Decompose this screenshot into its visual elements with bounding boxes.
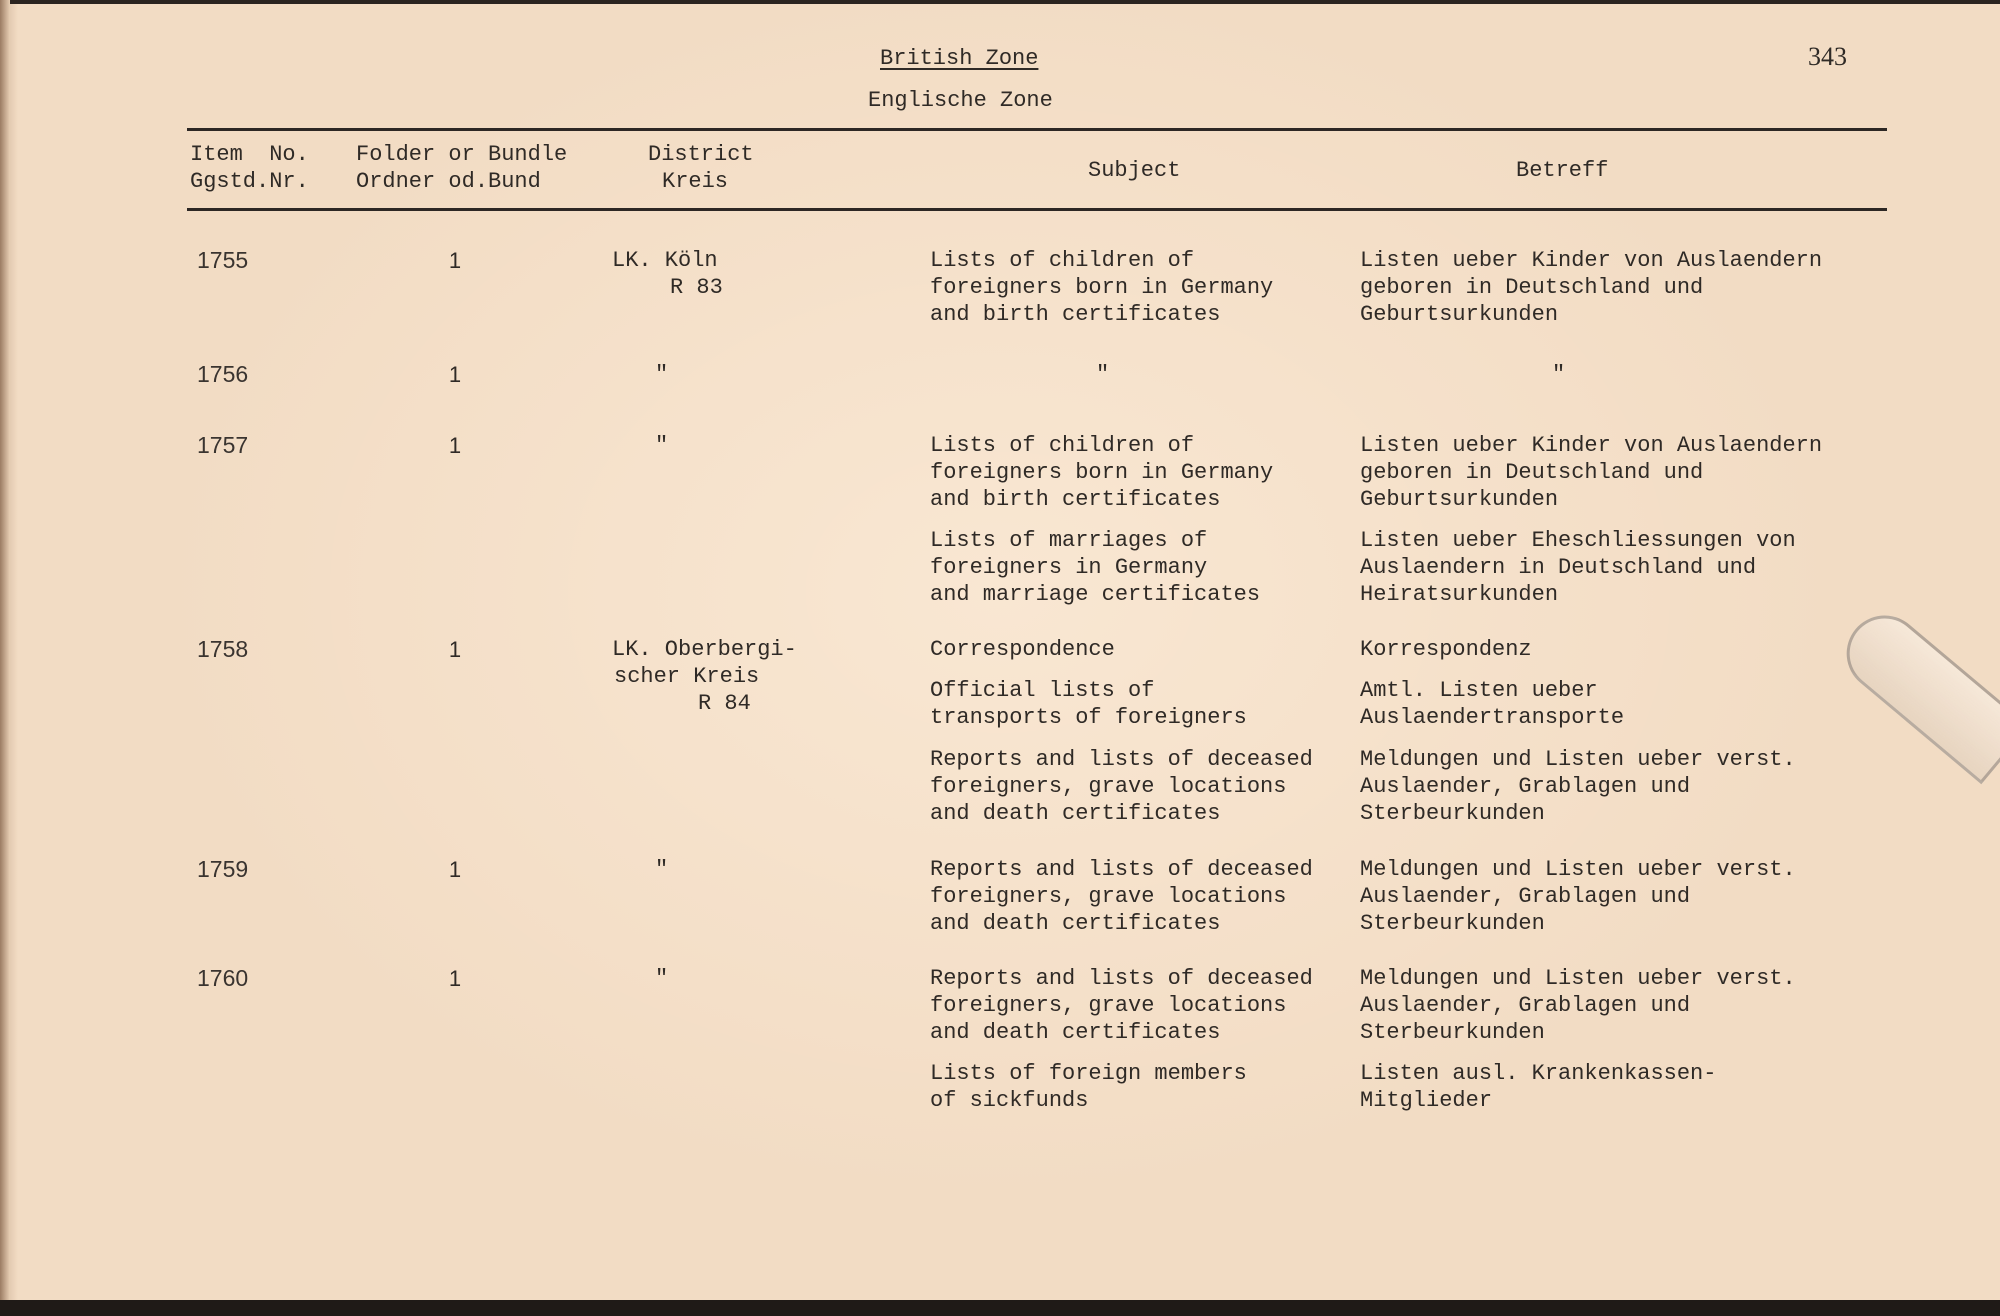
district-line: scher Kreis bbox=[614, 664, 760, 689]
subject-line: Lists of marriages of bbox=[930, 528, 1208, 553]
header-rule-top bbox=[187, 128, 1887, 131]
betreff-line: Auslaender, Grablagen und bbox=[1360, 884, 1691, 909]
subject-line: and death certificates bbox=[930, 801, 1221, 826]
subject-line: and death certificates bbox=[930, 1020, 1221, 1045]
subject-line: Official lists of bbox=[930, 678, 1155, 703]
subject-line: Reports and lists of deceased bbox=[930, 747, 1313, 772]
betreff-line: geboren in Deutschland und bbox=[1360, 275, 1704, 300]
district-ditto-mark: " bbox=[655, 966, 669, 991]
subject-line: Reports and lists of deceased bbox=[930, 966, 1313, 991]
betreff-line: Geburtsurkunden bbox=[1360, 487, 1559, 512]
folder-count: 1 bbox=[448, 248, 462, 273]
item-number: 1760 bbox=[197, 965, 249, 991]
page-binding-shadow bbox=[0, 0, 10, 1300]
district-ditto-mark: " bbox=[655, 857, 669, 882]
subject-line: and birth certificates bbox=[930, 302, 1221, 327]
betreff-line: Listen ueber Eheschliessungen von bbox=[1360, 528, 1796, 553]
zone-title-en: British Zone bbox=[880, 46, 1039, 71]
betreff-line: Geburtsurkunden bbox=[1360, 302, 1559, 327]
betreff-line: geboren in Deutschland und bbox=[1360, 460, 1704, 485]
ruler-tool bbox=[1831, 600, 2000, 784]
folder-count: 1 bbox=[448, 857, 462, 882]
subject-line: transports of foreigners bbox=[930, 705, 1247, 730]
subject-line: Lists of children of bbox=[930, 248, 1195, 273]
betreff-line: Listen ueber Kinder von Auslaendern bbox=[1360, 248, 1823, 273]
betreff-line: Auslaendern in Deutschland und bbox=[1360, 555, 1757, 580]
district-line: LK. Köln bbox=[612, 248, 718, 273]
subject-ditto-mark: " bbox=[1096, 362, 1110, 387]
betreff-line: Sterbeurkunden bbox=[1360, 1020, 1545, 1045]
subject-line: and marriage certificates bbox=[930, 582, 1261, 607]
page-number: 343 bbox=[1808, 42, 1847, 71]
betreff-line: Mitglieder bbox=[1360, 1088, 1493, 1113]
subject-line: and death certificates bbox=[930, 911, 1221, 936]
page-bottom-edge bbox=[0, 1300, 2000, 1316]
subject-line: Lists of children of bbox=[930, 433, 1195, 458]
subject-line: and birth certificates bbox=[930, 487, 1221, 512]
subject-line: Reports and lists of deceased bbox=[930, 857, 1313, 882]
betreff-line: Auslaender, Grablagen und bbox=[1360, 774, 1691, 799]
folder-count: 1 bbox=[448, 637, 462, 662]
betreff-line: Meldungen und Listen ueber verst. bbox=[1360, 857, 1796, 882]
district-line: LK. Oberbergi- bbox=[612, 637, 797, 662]
betreff-line: Auslaendertransporte bbox=[1360, 705, 1625, 730]
subject-line: Lists of foreign members bbox=[930, 1061, 1247, 1086]
district-ditto-mark: " bbox=[655, 362, 669, 387]
document-page: British Zone Englische Zone 343 Item No. Ggstd.Nr. Folder or Bundle Ordner od.Bund District Kreis Subject Betreff 1755 1 LK. Köln R 83 Lists of children of foreigners born in Germany and birth certificates Listen ueber Kinder von Auslaendern geboren in Deutschland und Geburtsurkunden 1756 1 " " " 1757 1 " Lists of children of foreigners born in Germany and birth certificates Listen ueber Kinder von Auslaendern geboren in Deutschland und Geburtsurkunden Lists of marriages of foreigners in Germany and marriage certificates Listen ueber Eheschliessungen von Auslaendern in Deutschland und Heiratsurkunden 1758 1 LK. Oberbergi- scher Kreis R 84 Correspondence Korrespondenz Official lists of transports of foreigners Amtl. Listen ueber Auslaendertransporte Reports and lists of deceased foreigners, grave locations and death certificates Meldungen und Listen ueber verst. Auslaender, Grablagen und Sterbeurkunden 1759 1 " Reports and lists of deceased foreigners, grave locations and death certificates Meldungen und Listen ueber verst. Auslaender, Grablagen und Sterbeurkunden 1760 1 " Reports and lists of deceased foreigners, grave locations and death certificates Meldungen und Listen ueber verst. Auslaender, Grablagen und Sterbeurkunden Lists of foreign members of sickfunds Listen ausl. Krankenkassen- Mitglieder bbox=[0, 0, 2000, 1316]
betreff-line: Auslaender, Grablagen und bbox=[1360, 993, 1691, 1018]
subject-line: Correspondence bbox=[930, 637, 1115, 662]
zone-title-de: Englische Zone bbox=[868, 88, 1053, 113]
folder-count: 1 bbox=[448, 362, 462, 387]
item-number: 1758 bbox=[197, 636, 249, 662]
subject-line: foreigners born in Germany bbox=[930, 460, 1274, 485]
subject-line: foreigners in Germany bbox=[930, 555, 1208, 580]
betreff-line: Sterbeurkunden bbox=[1360, 801, 1545, 826]
column-header-betreff: Betreff bbox=[1516, 158, 1609, 183]
column-header-subject: Subject bbox=[1088, 158, 1181, 183]
item-number: 1757 bbox=[197, 432, 249, 458]
betreff-line: Listen ausl. Krankenkassen- bbox=[1360, 1061, 1717, 1086]
betreff-line: Listen ueber Kinder von Auslaendern bbox=[1360, 433, 1823, 458]
subject-line: of sickfunds bbox=[930, 1088, 1089, 1113]
item-number: 1759 bbox=[197, 856, 249, 882]
subject-line: foreigners, grave locations bbox=[930, 884, 1287, 909]
subject-line: foreigners, grave locations bbox=[930, 774, 1287, 799]
district-line: R 84 bbox=[698, 691, 751, 716]
folder-count: 1 bbox=[448, 966, 462, 991]
betreff-line: Korrespondenz bbox=[1360, 637, 1532, 662]
betreff-line: Meldungen und Listen ueber verst. bbox=[1360, 966, 1796, 991]
betreff-line: Sterbeurkunden bbox=[1360, 911, 1545, 936]
page-top-edge bbox=[0, 0, 2000, 4]
betreff-line: Heiratsurkunden bbox=[1360, 582, 1559, 607]
betreff-ditto-mark: " bbox=[1552, 362, 1566, 387]
betreff-line: Meldungen und Listen ueber verst. bbox=[1360, 747, 1796, 772]
district-line: R 83 bbox=[670, 275, 723, 300]
subject-line: foreigners born in Germany bbox=[930, 275, 1274, 300]
folder-count: 1 bbox=[448, 433, 462, 458]
item-number: 1755 bbox=[197, 247, 249, 273]
betreff-line: Amtl. Listen ueber bbox=[1360, 678, 1598, 703]
subject-line: foreigners, grave locations bbox=[930, 993, 1287, 1018]
header-rule-bottom bbox=[187, 208, 1887, 211]
district-ditto-mark: " bbox=[655, 433, 669, 458]
item-number: 1756 bbox=[197, 361, 249, 387]
